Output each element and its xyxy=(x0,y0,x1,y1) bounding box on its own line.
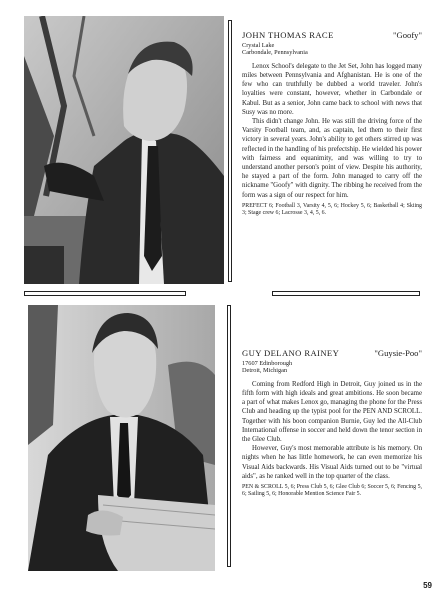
page-number: 59 xyxy=(423,581,432,590)
biography-paragraph: However, Guy's most memorable attribute is his memory. On nights when he has little homework, he can even memorize his Visual Aids backwards. His Visual Aids turned out to be "virtual aids", as he ranked well in the top quarter of the class. xyxy=(242,445,422,480)
decorative-horizontal-rule xyxy=(24,291,186,296)
address-line: Carbondale, Pennsylvania xyxy=(242,49,308,57)
address-line: Detroit, Michigan xyxy=(242,367,288,375)
decorative-vertical-rule xyxy=(228,20,232,282)
student-biography xyxy=(242,380,422,481)
student-name: JOHN THOMAS RACE xyxy=(242,30,334,40)
student-address xyxy=(242,42,422,57)
decorative-vertical-rule xyxy=(227,305,231,567)
student-activities: PREFECT 6; Football 3, Varsity 4, 5, 6; Hockey 5, 6; Basketball 4; Skiing 3; Stage crew 6; Lacrosse 3, 4, 5, 6. xyxy=(242,202,422,217)
student-nickname: "Guysie-Poo" xyxy=(374,348,422,358)
portrait-photo-guy-rainey xyxy=(28,305,215,571)
student-activities: PEN & SCROLL 5, 6; Press Club 5, 6; Glee Club 6; Soccer 5, 6; Fencing 5, 6; Sailing 5, 6; Honorable Mention Science Fair 5. xyxy=(242,484,422,498)
student-biography xyxy=(242,62,422,200)
student-entry-guy-rainey xyxy=(242,348,422,499)
student-name: GUY DELANO RAINEY xyxy=(242,348,340,358)
address-line: Crystal Lake xyxy=(242,42,275,49)
student-entry-john-race xyxy=(242,30,422,218)
decorative-horizontal-rule xyxy=(272,291,420,296)
address-line: 17607 Edinborough xyxy=(242,360,293,367)
portrait-photo-john-race xyxy=(24,16,224,284)
biography-paragraph: This didn't change John. He was still the driving force of the Varsity Football team, and, as captain, led them to their first victory in several years. John's ability to get others stirred up was reflected in the handling of his prefectship. He wielded his power with fairness and equanimity, and was willing to try to understand another person's point of view. Despite his authority, he stayed a part of the form. John managed to carry off the nickname "Goofy" with dignity. The ribbing he received from the form was a sign of our respect for him. xyxy=(242,118,422,199)
student-nickname: "Goofy" xyxy=(393,30,422,40)
biography-paragraph: Lenox School's delegate to the Jet Set, John has logged many miles between Pennsylvania and Afghanistan. He is one of the few who can truthfully be dubbed a world traveler. John's loyalties were constant, however, whether in Carbondale or Kabul. But as a senior, John came back to school with news that Susy was no more. xyxy=(242,62,422,116)
student-address xyxy=(242,360,422,375)
biography-paragraph: Coming from Redford High in Detroit, Guy joined us in the fifth form with high ideals and great ambitions. He soon became a part of what makes Lenox go, managing the phone for the Press Club and heading up the typist pool for the PEN AND SCROLL. Together with his boon companion Burnie, Guy led the All-Club International offense in soccer and held down the tenor section in the Glee Club. xyxy=(242,380,422,444)
